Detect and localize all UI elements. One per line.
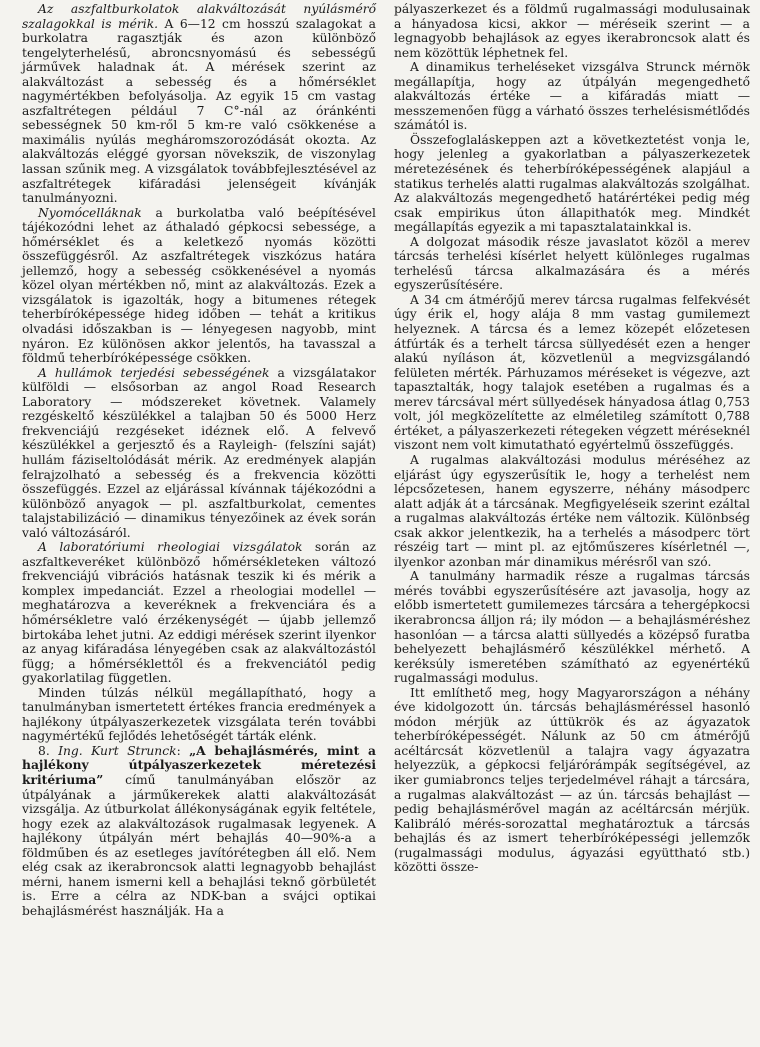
paragraph: A rugalmas alakváltozási modulus méréséhez az eljárást úgy egyszerűsítik le, hogy a terhelést nem lépcsőzetesen, hanem egyszerre, néhány másodperc alatt adják át a tárcsának. Megfigyeléseik szerint ezáltal a rugalmas alakváltozás értéke nem változik. Különbség csak akkor jelentkezik, ha a terhelés a másodperc tört részéig tart — mint pl. az ejtőműszeres kísérletnél —, ilyenkor azonban már dinamikus mérésről van szó. bbox=[394, 452, 750, 569]
paragraph: A dinamikus terheléseket vizsgálva Strunck mérnök megállapítja, hogy az útpályán megengedhető alakváltozás értéke — a kifáradás miatt — messzemenően függ a várható összes terhelésismétlődés számától is. bbox=[394, 60, 750, 133]
paragraph-text: a burkolatba való beépítésével tájékozódni lehet az áthaladó gépkocsi sebessége, a hőmérséklet és a keletkező nyomás közötti összefüggésről. Az aszfaltrétegek viszkózus határa jellemző, hogy a sebesség csökkenésével a nyomás közel olyan mértékben nő, mint az alakváltozás. Ezek a vizsgálatok is igazolták, hogy a bitumenes rétegek teherbíróképessége hideg időben — tehát a kritikus olvadási időszakban is — lényegesen nagyobb, mint nyáron. Ez különösen akkor jelentős, ha tavasszal a földmű teherbíróképessége csökken. bbox=[22, 205, 376, 366]
author-name: Ing. Kurt Strunck bbox=[49, 743, 177, 758]
lead-phrase: A laboratóriumi rheologiai vizsgálatok bbox=[38, 540, 303, 555]
paragraph-text: a vizsgálatakor külföldi — elsősorban az angol Road Research Laboratory — módszereket követnek. Valamely rezgéskeltő készülékkel a talajban 50 és 5000 Herz frekvenciájú rezgéseket idéznek elő. A felvevő készülékkel a gerjesztő és a Rayleigh- (felszíni saját) hullám fáziseltolódását mérik. Az eredmények alapján felrajzolható a sebesség és a frekvencia közötti összefüggés. Ezzel az eljárással kívánnak tájékozódni a különböző anyagok — pl. aszfaltburkolat, cementes talajstabilizáció — dinamikus tényezőinek az évek során való változásáról. bbox=[22, 365, 377, 540]
paragraph: pályaszerkezet és a földmű rugalmassági modulusainak a hányadosa kicsi, akkor — méréseik szerint — a legnagyobb behajlások az egyes ikerabroncsok alatt és nem közöttük léphetnek fel. bbox=[394, 2, 750, 60]
paragraph: A 34 cm átmérőjű merev tárcsa rugalmas felfekvését úgy érik el, hogy alája 8 mm vastag gumilemezt helyeznek. A tárcsa és a lemez közepét előzetesen átfúrták és a terhelt tárcsa süllyedését ezen a henger alakú nyíláson át, közvetlenül a megvizsgálandó felületen mérték. Párhuzamos méréseket is végezve, azt tapasztalták, hogy talajok esetében a rugalmas és a merev tárcsával mért süllyedések hányadosa átlag 0,753 volt, jól megközelítette az elméletileg számított 0,788 értéket, a pályaszerkezeti rétegeken végzett méréseknél viszont nem volt kimutatható egyértelmű összefüggés. bbox=[394, 292, 750, 453]
paper-title: „A behajlásmérés, mint a hajlékony útpályaszerkezetek méretezési kritériuma” bbox=[22, 742, 376, 787]
paragraph-text: során az aszfaltkeveréket különböző hőmérsékleteken változó frekvenciájú vibrációs hatásnak teszik ki és mérik a komplex impedanciát. Ezzel a rheologiai modellel — meghatározva a keveréknek a frekvenciára és a hőmérsékletre való érzékenységét — újabb jellemző birtokába lehet jutni. Az eddigi mérések szerint ilyenkor az anyag kifáradása lényegében csak az alakváltozástól függ; a hőmérséklettől és a frekvenciától pedig gyakorlatilag független. bbox=[22, 540, 376, 686]
reference-number: 8. bbox=[38, 743, 50, 758]
paragraph: Összefoglaláskeppen azt a következtetést vonja le, hogy jelenleg a gyakorlatban a pályaszerkezetek méretezésének és teherbíróképességének alapjául a statikus terhelés alatti rugalmas alakváltozás szolgálhat. Az alakváltozás megengedhető határértékei pedig még csak empirikus úton állapithatók meg. Mindkét megállapítás egyezik a mi tapasztalatainkkal is. bbox=[394, 132, 750, 235]
paragraph: A dolgozat második része javaslatot közöl a merev tárcsás terhelési kísérlet helyett különleges rugalmas terhelésű tárcsa alkalmazására és a mérés egyszerűsítésére. bbox=[394, 234, 750, 293]
lead-phrase: Az aszfaltburkolatok alakváltozását nyúlásmérő szalagokkal is mérik. bbox=[22, 2, 376, 31]
lead-phrase: Nyomócelláknak bbox=[38, 205, 142, 220]
lead-phrase: A hullámok terjedési sebességének bbox=[38, 365, 270, 380]
paragraph bbox=[22, 206, 376, 366]
left-column bbox=[22, 2, 376, 918]
reference-paragraph bbox=[22, 744, 376, 919]
right-column bbox=[394, 2, 750, 875]
paragraph bbox=[22, 2, 376, 206]
paragraph bbox=[22, 540, 376, 685]
paragraph bbox=[22, 686, 376, 744]
paragraph-text: A 6—12 cm hosszú szalagokat a burkolatra ragasztják és azon különböző tengelyterhelésű, abroncsnyomású és sebességű járművek haladnak át. A mérések szerint az alakváltozást a sebesség és a hőmérséklet nagymértékben befolyásolja. Az egyik 15 cm vastag aszfaltrétegen például 7 C°-nál az óránkénti sebességnek 50 km-ről 5 km-re való csökkenése a maximális nyúlás megháromszorozódását okozta. Az alakváltozás eléggé gyorsan növekszik, de viszonylag lassan szűnik meg. A vizsgálatok továbbfejlesztésével az aszfaltrétegek kifáradási jelenségeit kívánják tanulmányozni. bbox=[22, 16, 376, 206]
paragraph bbox=[22, 366, 376, 541]
paragraph: A tanulmány harmadik része a rugalmas tárcsás mérés további egyszerűsítésére azt javasolja, hogy az előbb ismertetett gumilemezes tárcsára a tehergépkocsi ikerabroncsa álljon rá; ily módon — a behajlásméréshez hasonlóan — a tárcsa alatti süllyedés a középső furatba behelyezett behajlásmérő készülékkel mérhető. A keréksúly ismeretében számítható az egyenértékű rugalmassági modulus. bbox=[394, 569, 750, 686]
paragraph: Itt említhető meg, hogy Magyarországon a néhány éve kidolgozott ún. tárcsás behajlásméréssel hasonló módon mérjük az úttükrök és az ágyazatok teherbíróképességét. Nálunk az 50 cm átmérőjű acéltárcsát közvetlenül a talajra vagy ágyazatra helyezzük, a gépkocsi feljárórámpák segítségével, az iker gumiabroncs teljes terjedelmével ráhajt a tárcsára, a rugalmas alakváltozást — az ún. tárcsás behajlást — pedig behajlásmérővel magán az acéltárcsán mérjük. Kalibráló mérés-sorozattal meghatároztuk a tárcsás behajlás és az ismert teherbíróképességi jellemzők (rugalmassági modulus, ágyazási együttható stb.) közötti össze- bbox=[394, 685, 750, 875]
paragraph-text: Minden túlzás nélkül megállapítható, hogy a tanulmányban ismertetett értékes francia eredmények a hajlékony útpályaszerkezetek vizsgálata terén további nagymértékű fejlődés lehetőségét tárták elénk. bbox=[22, 685, 376, 744]
paragraph-text: című tanulmányában először az útpályának a járműkerekek alatti alakváltozását vizsgálja. Az útburkolat állékonyságának egyik feltétele, hogy ezek az alakváltozások rugalmasak legyenek. A hajlékony útpályán mért behajlás 40—90%-a a földműben és az esetleges javítórétegben áll elő. Nem elég csak az ikerabroncsok alatti legnagyobb behajlást mérni, hanem ismerni kell a behajlási teknő görbületét is. Erre a célra az NDK-ban a svájci optikai behajlásmérést használják. Ha a bbox=[22, 772, 376, 918]
separator: : bbox=[176, 743, 190, 758]
